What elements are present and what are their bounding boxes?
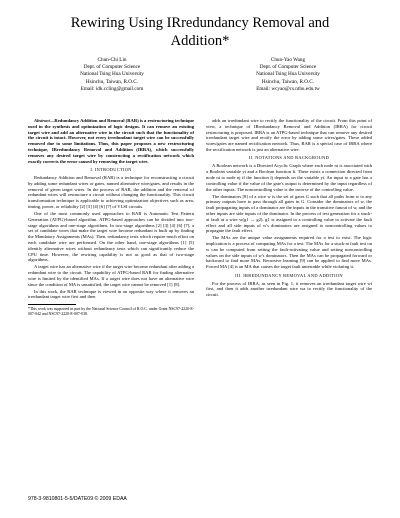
author-univ: National Tsing Hua University [80, 71, 144, 78]
paragraph: adds an irredundant wire to rectify the functionality of the circuit. From this point of view, a technique of IRredundancy Removal and Addition (IRRA) for circuit restructuring is proposed. IRRA is an ATPG-based technique that can remove any desired irredundant target wire and rectify the error by adding some wires/gates. These added wires/gates are named rectification network. Thus, RAR is a special case of IRRA where the rectification network is just an alternative wire. [206, 118, 372, 152]
paragraph: A target wire has an alternative wire if the target wire become redundant after adding a redundant wire to the circuit. The capability of ATPG-based RAR for finding alternative wire is limited by the identified MAs. If a target wire does not have an alternative wire since the condition of MA is unsatisfied, the target wire cannot be removed [1] [8]. [28, 264, 194, 287]
paragraph: In this work, the RAR technique is viewed in an opposite way where it removes an irredundant target wire first and then [28, 288, 194, 300]
abstract [28, 118, 194, 164]
footnote-rule [28, 304, 76, 305]
author-univ: National Tsing Hua University [256, 71, 320, 78]
author-email: Email: idk.ccling@gmail.com [80, 85, 144, 92]
section-heading-irra: III. IRREDUNDANCY REMOVAL AND ADDITION [235, 272, 343, 278]
page-footer: 978-3-9810801-5-5/DATE09 © 2009 EDAA [28, 496, 127, 502]
author-city: Hsinchu, Taiwan, R.O.C. [85, 78, 139, 85]
paragraph: For the process of IRRA, as seen in Fig. 1, it removes an irredundant target wire wt first, and then it adds another irredundant wire wa to rectify the functionality of the circuit. [206, 280, 372, 298]
paragraph: The MAs are the unique value assignments required for a test to exist. The logic implication is a process of computing MAs for a test. The MAs for a stuck-at fault test on w can be computed from setting the fault-activating value and setting noncontrolling values on the side inputs of w's dominators. Then the MAs can be propagated forward or backward to find more MAs. Recursive learning [9] can be applied to find more MAs. Forced MA [4] is an MA that causes the target fault untestable while violating it. [206, 235, 372, 270]
paragraph: One of the most commonly used approaches to RAR is Automatic Test Pattern Generation (ATPG)-based algorithm. ATPG-based approaches can be divided into two-stage algorithms and one-stage algorithms. In two-stage algorithms [2] [3] [4] [6] [7], a set of candidate wires that make the target wire become redundant is built up by finding the Mandatory Assignments (MAs). Then, redundancy tests which require much effort on each candidate wire are performed. On the other hand, one-stage algorithms [1] [5] identify alternative wires without redundancy tests which can significantly reduce the CPU time. However, the rewiring capability is not as good as that of two-stage algorithms. [28, 210, 194, 263]
paragraph: The dominators [8] of a wire w is the set of gates G such that all paths from w to any primary outputs have to pass through all gates in G. Consider the dominators of w, the fault propagating inputs of a dominator are the inputs in the transitive fanout of w, and the other inputs are side inputs of the dominator. In the process of test generation for a stuck-at fault at a wire w(g1 → g2), g1 is assigned to a controlling value to activate the fault effect and all side inputs of w's dominators are assigned to noncontrolling values to propagate the fault effect. [206, 193, 372, 234]
author-block-2 [218, 57, 358, 93]
paragraph: A Boolean network is a Directed Acyclic Graph where each node ni is associated with a Boolean variable yi and a Boolean function fi. There exists a connection directed from node ni to node nj if the function fj depends on the variable yi. An input to a gate has a controlling value if the value of the gate's output is determined by the input regardless of the other inputs. The noncontrolling value is the inverse of the controlling value. [206, 163, 372, 192]
author-dept: Dept. of Computer Science [83, 64, 141, 71]
paragraph: Redundancy Addition and Removal (RAR) is a technique for reconstructing a circuit by adding some redundant wires or gates, named alternative wire/gates, and results in the removal of given target wires. In the process of RAR, the addition and the removal of redundant wires will restructure a circuit without changing the functionality. This circuit transformation technique is applicable to achieving optimization objectives such as area, timing, power, or reliability [2] [3] [4] [6] [7] of VLSI circuits. [28, 174, 194, 209]
author-name: Chun-Chi Lin [97, 57, 127, 63]
section-heading-introduction: I. INTRODUCTION [90, 166, 132, 172]
left-column [28, 118, 194, 316]
author-name: Chun-Yao Wang [270, 57, 306, 63]
abstract-lead: Abstract [34, 118, 50, 123]
footnote: *This work was supported in part by the National Science Council of R.O.C. under Grant NSC97-2220-E-007-042 and NSC97-2220-E-007-038. [28, 306, 194, 316]
author-city: Hsinchu, Taiwan, R.O.C. [261, 78, 315, 85]
author-dept: Dept. of Computer Science [259, 64, 317, 71]
section-heading-notations: II. NOTATIONS AND BACKGROUND [248, 155, 330, 161]
abstract-text: —Redundancy Addition and Removal (RAR) is a restructuring technique used in the synthesis and optimization of logic designs. It can remove an existing target wire and add an alternative wire in the circuit such that the functionality of the circuit is intact. However, not every irredundant target wire can be successfully removed due to some limitations. Thus, this paper proposes a new restructuring technique, IRredundancy Removal and Addition (IRRA), which successfully removes any desired target wire by constructing a rectification network which exactly corrects the error caused by removing the target wire. [28, 118, 194, 164]
author-block-1 [42, 57, 182, 93]
author-email: Email: wcyao@cs.nthu.edu.tw [256, 85, 320, 92]
paper-title: Rewiring Using IRredundancy Removal and Addition* [70, 15, 330, 49]
right-column [206, 118, 372, 299]
